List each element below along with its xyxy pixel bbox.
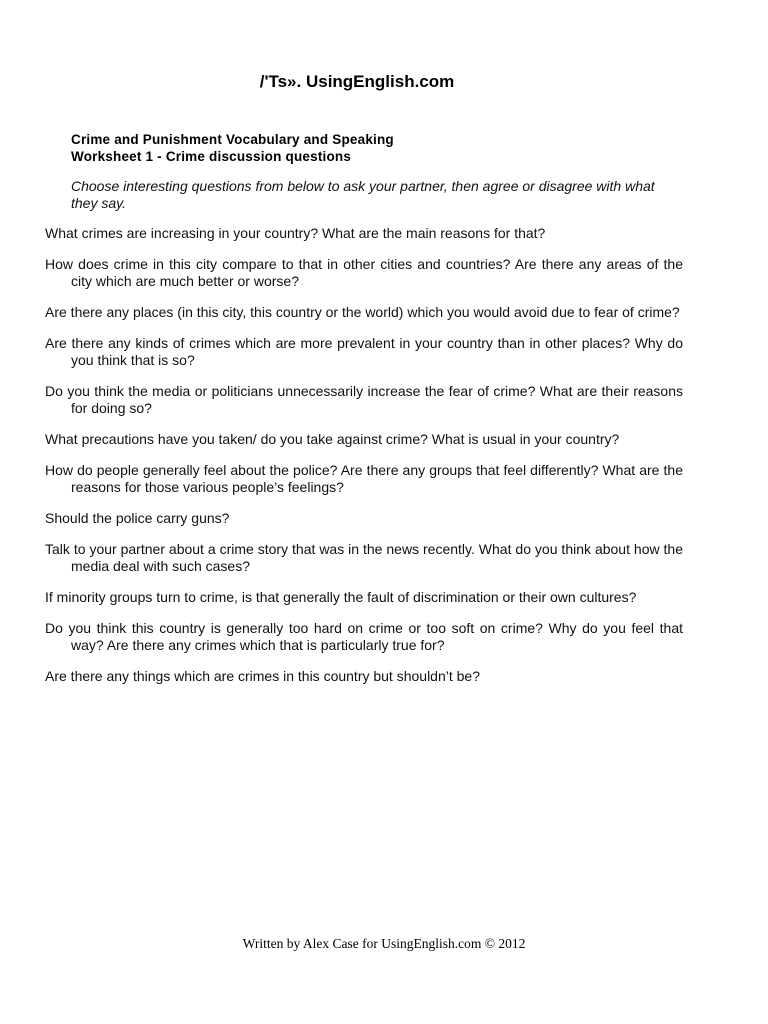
question-item: Should the police carry guns? [45, 510, 230, 526]
question-item: Are there any places (in this city, this country or the world) which you would avoid due to fear of crime? [45, 304, 680, 320]
question-item: If minority groups turn to crime, is that generally the fault of discrimination or their own cultures? [45, 589, 637, 605]
question-item: Do you think this country is generally too hard on crime or too soft on crime? Why do you feel that way? Are there any crimes which that is particularly true for? [45, 620, 683, 653]
question-item: Are there any things which are crimes in this country but shouldn’t be? [45, 668, 481, 684]
worksheet-title: Crime and Punishment Vocabulary and Speaking [71, 132, 394, 147]
question-list [45, 225, 683, 699]
footer-credit: Written by Alex Case for UsingEnglish.com © 2012 [242, 936, 526, 951]
question-item: What crimes are increasing in your country? What are the main reasons for that? [45, 225, 546, 241]
instructions-text: Choose interesting questions from below to ask your partner, then agree or disagree with what they say. [71, 178, 655, 211]
worksheet-subtitle: Worksheet 1 - Crime discussion questions [71, 149, 352, 164]
question-item: How do people generally feel about the police? Are there any groups that feel differently? What are the reasons for those various people’s feelings? [45, 462, 683, 495]
question-item: What precautions have you taken/ do you take against crime? What is usual in your country? [45, 431, 620, 447]
question-item: Talk to your partner about a crime story that was in the news recently. What do you think about how the media deal with such cases? [45, 541, 683, 574]
question-item: Do you think the media or politicians unnecessarily increase the fear of crime? What are their reasons for doing so? [45, 383, 683, 416]
question-item: Are there any kinds of crimes which are more prevalent in your country than in other places? Why do you think that is so? [45, 335, 683, 368]
site-logo-header: /'Ts». UsingEnglish.com [259, 72, 455, 91]
question-item: How does crime in this city compare to that in other cities and countries? Are there any areas of the city which are much better or worse? [45, 256, 683, 289]
worksheet-titles [71, 131, 394, 165]
